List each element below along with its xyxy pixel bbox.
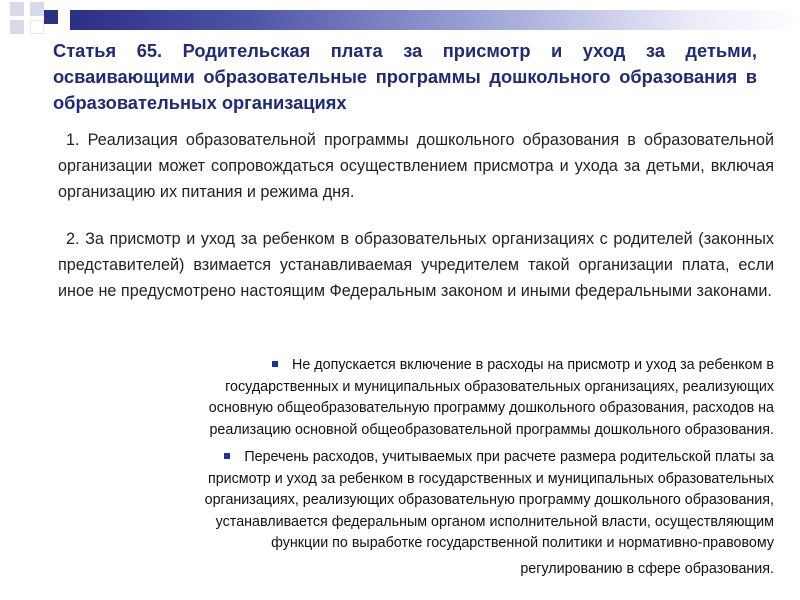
- decor-square: [10, 20, 24, 34]
- paragraph-2: 2. За присмотр и уход за ребенком в образовательных организациях с родителей (законных представителей) взимается устанавливаемая учредителем такой организации плата, если иное не предусмотрено настоящим Федеральным законом и иными федеральными законами.: [58, 230, 774, 300]
- slide-title: Статья 65. Родительская плата за присмотр и уход за детьми, осваивающими образовательные программы дошкольного образования в образовательных организациях: [53, 40, 757, 113]
- bullet-line: реализацию основной общеобразовательной программы дошкольного образования.: [209, 421, 774, 438]
- bullet-item-1: [74, 355, 774, 441]
- bullet-line: Не допускается включение в расходы на присмотр и уход за ребенком в: [74, 355, 774, 377]
- decor-square: [10, 2, 24, 16]
- bullet-line: основную общеобразовательную программу дошкольного образования, расходов на: [208, 400, 774, 416]
- bullet-line: государственных и муниципальных образовательных организациях, реализующих: [225, 378, 774, 395]
- bullet-square-icon: [224, 453, 230, 459]
- bullet-line: устанавливается федеральным органом исполнительной власти, осуществляющим: [215, 513, 774, 530]
- bullet-line: присмотр и уход за ребенком в государственных и муниципальных образовательных: [207, 470, 774, 487]
- bullet-item-2: [74, 447, 774, 580]
- decor-square: [30, 20, 44, 34]
- bullet-line: функции по выработке государственной политики и нормативно-правовому: [271, 535, 774, 551]
- bullet-line: Перечень расходов, учитываемых при расчете размера родительской платы за: [74, 447, 774, 469]
- bullet-square-icon: [272, 361, 278, 367]
- header-gradient-bar: [70, 10, 800, 30]
- bullet-line: организациях, реализующих образовательную программу дошкольного образования,: [204, 492, 774, 508]
- decor-square: [44, 10, 58, 24]
- decor-square: [30, 2, 44, 16]
- header-decoration: [0, 0, 800, 34]
- bullet-line: регулированию в сфере образования.: [520, 560, 774, 577]
- paragraph-1: 1. Реализация образовательной программы дошкольного образования в образовательной организации может сопровождаться осуществлением присмотра и ухода за детьми, включая организацию их питания и режима дня.: [58, 131, 774, 201]
